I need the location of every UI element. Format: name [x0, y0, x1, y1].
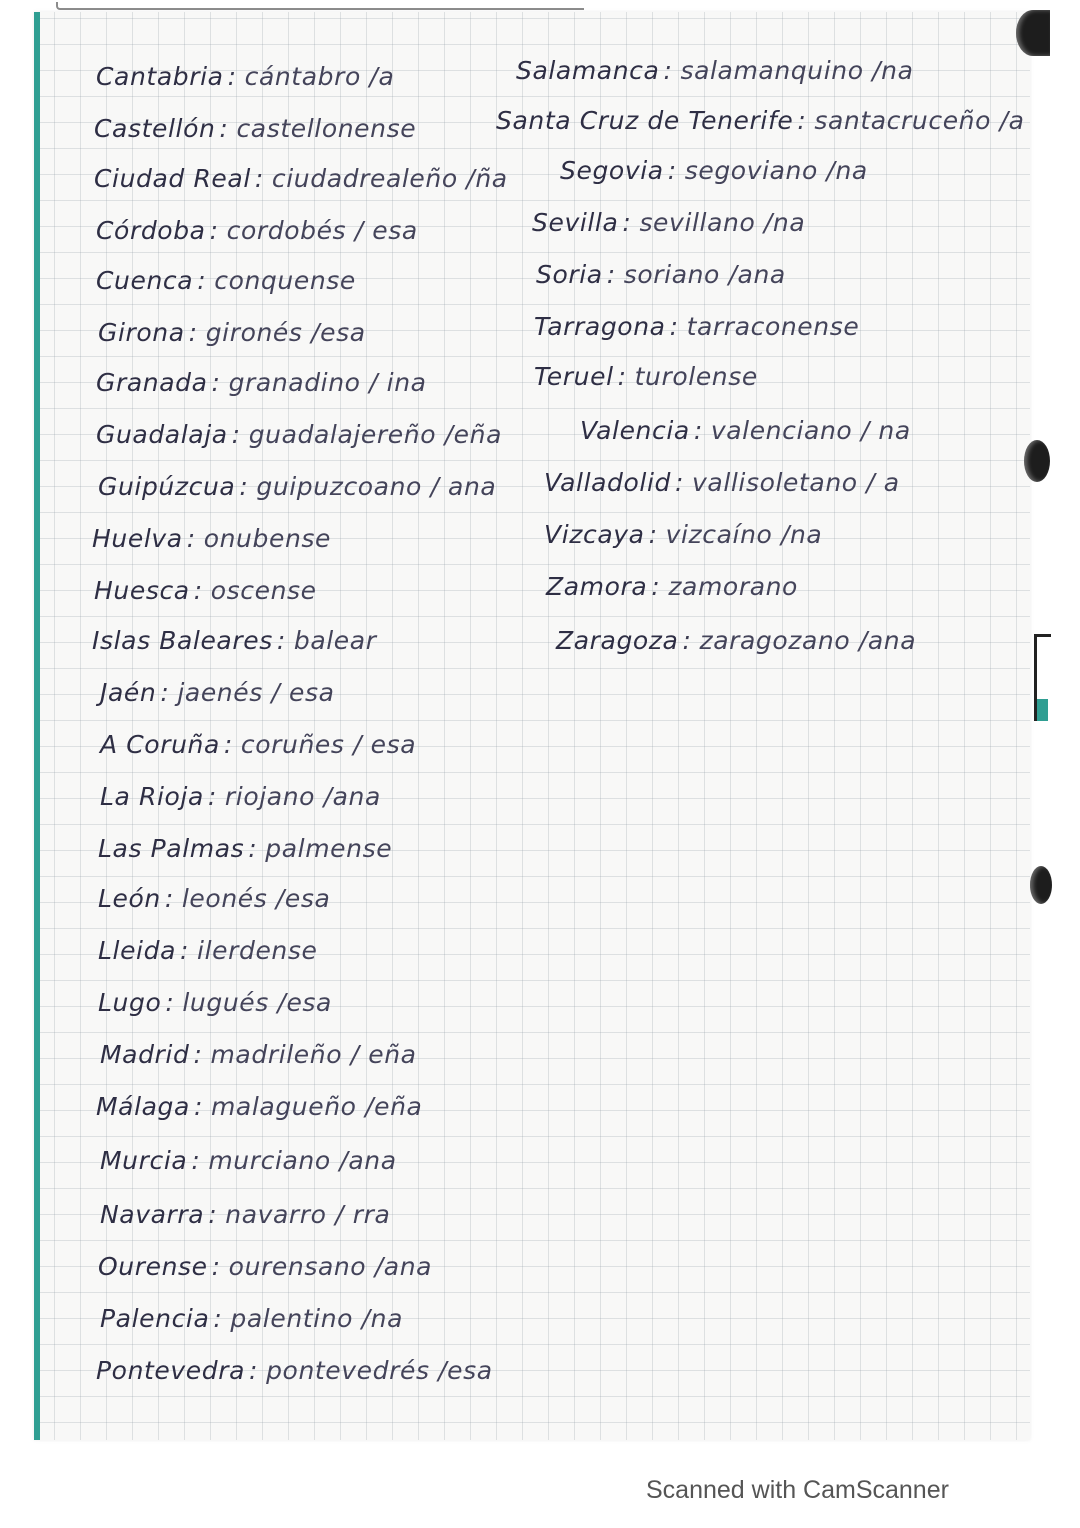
separator: :: [193, 576, 203, 605]
note-entry: [98, 834, 392, 864]
demonym: malagueño /eña: [210, 1092, 423, 1121]
demonym: turolense: [634, 362, 758, 391]
binder-hole-top: [1016, 10, 1050, 56]
province-name: Huesca: [94, 576, 190, 605]
demonym: sevillano /na: [639, 208, 806, 237]
demonym: oscense: [210, 576, 317, 605]
demonym: leonés /esa: [181, 884, 331, 913]
separator: :: [663, 56, 673, 85]
province-name: Jaén: [100, 678, 157, 707]
note-entry: [546, 572, 798, 602]
province-name: Soria: [536, 260, 603, 289]
demonym: conquense: [214, 266, 356, 295]
note-entry: [532, 208, 805, 238]
separator: :: [186, 524, 196, 553]
demonym: ourensano /ana: [228, 1252, 433, 1281]
separator: :: [193, 1092, 203, 1121]
separator: :: [211, 368, 221, 397]
note-entry: [94, 114, 416, 144]
separator: :: [213, 1304, 223, 1333]
separator: :: [617, 362, 627, 391]
note-entry: [96, 420, 502, 450]
separator: :: [693, 416, 703, 445]
separator: :: [239, 472, 249, 501]
demonym: navarro / rra: [225, 1200, 391, 1229]
province-name: Santa Cruz de Tenerife: [496, 106, 794, 135]
province-name: Lugo: [98, 988, 162, 1017]
demonym: balear: [293, 626, 377, 655]
demonym: soriano /ana: [623, 260, 786, 289]
note-entry: [96, 216, 418, 246]
demonym: onubense: [203, 524, 332, 553]
separator: :: [191, 1146, 201, 1175]
note-entry: [98, 318, 366, 348]
separator: :: [674, 468, 684, 497]
note-entry: [96, 1092, 422, 1122]
province-name: Guipúzcua: [98, 472, 236, 501]
province-name: Girona: [98, 318, 185, 347]
note-entry: [98, 884, 330, 914]
demonym: vizcaíno /na: [665, 520, 823, 549]
note-entry: [560, 156, 868, 186]
note-entry: [100, 730, 416, 760]
demonym: riojano /ana: [224, 782, 381, 811]
separator: :: [231, 420, 241, 449]
province-name: Granada: [96, 368, 208, 397]
province-name: León: [98, 884, 161, 913]
separator: :: [208, 1200, 218, 1229]
separator: :: [682, 626, 692, 655]
separator: :: [197, 266, 207, 295]
separator: :: [209, 216, 219, 245]
note-entry: [534, 362, 758, 392]
province-name: Teruel: [534, 362, 614, 391]
note-entry: [536, 260, 786, 290]
province-name: Valencia: [580, 416, 690, 445]
demonym: cordobés / esa: [226, 216, 418, 245]
note-entry: [98, 936, 317, 966]
province-name: Málaga: [96, 1092, 190, 1121]
demonym: palentino /na: [230, 1304, 404, 1333]
separator: :: [227, 62, 237, 91]
separator: :: [219, 114, 229, 143]
separator: :: [276, 626, 286, 655]
note-entry: [496, 106, 1025, 136]
note-entry: [100, 1304, 403, 1334]
separator: :: [249, 1356, 259, 1385]
note-entry: [100, 1146, 397, 1176]
demonym: valenciano / na: [710, 416, 911, 445]
province-name: Castellón: [94, 114, 216, 143]
province-name: Pontevedra: [96, 1356, 246, 1385]
demonym: pontevedrés /esa: [266, 1356, 493, 1385]
note-entry: [100, 1040, 417, 1070]
note-entry: [94, 164, 508, 194]
note-entry: [92, 626, 377, 656]
demonym: gironés /esa: [205, 318, 366, 347]
province-name: Zamora: [546, 572, 648, 601]
province-name: Segovia: [560, 156, 664, 185]
separator: :: [606, 260, 616, 289]
note-entry: [98, 472, 496, 502]
demonym: guipuzcoano / ana: [256, 472, 497, 501]
demonym: ilerdense: [197, 936, 318, 965]
province-name: Huelva: [92, 524, 183, 553]
separator: :: [797, 106, 807, 135]
note-entry: [516, 56, 914, 86]
demonym: granadino / ina: [228, 368, 427, 397]
note-entry: [96, 266, 356, 296]
separator: :: [193, 1040, 203, 1069]
separator: :: [622, 208, 632, 237]
demonym: segoviano /na: [684, 156, 868, 185]
province-name: Vizcaya: [544, 520, 645, 549]
binder-hole-middle: [1024, 440, 1050, 482]
demonym: palmense: [265, 834, 393, 863]
note-entry: [580, 416, 911, 446]
page-tab-marker: [1034, 634, 1051, 721]
demonym: madrileño / eña: [210, 1040, 417, 1069]
province-name: Zaragoza: [556, 626, 679, 655]
demonym: cántabro /a: [244, 62, 395, 91]
province-name: La Rioja: [100, 782, 204, 811]
province-name: Cantabria: [96, 62, 224, 91]
demonym: castellonense: [236, 114, 417, 143]
note-entry: [556, 626, 916, 656]
province-name: Murcia: [100, 1146, 188, 1175]
demonym: zaragozano /ana: [699, 626, 917, 655]
province-name: Salamanca: [516, 56, 660, 85]
province-name: Guadalaja: [96, 420, 228, 449]
note-entry: [98, 988, 332, 1018]
demonym: zamorano: [668, 572, 798, 601]
province-name: Sevilla: [532, 208, 619, 237]
note-entry: [92, 524, 331, 554]
province-name: Cuenca: [96, 266, 194, 295]
separator: :: [669, 312, 679, 341]
demonym: jaenés / esa: [177, 678, 335, 707]
province-name: Lleida: [98, 936, 176, 965]
separator: :: [651, 572, 661, 601]
demonym: guadalajereño /eña: [248, 420, 503, 449]
separator: :: [223, 730, 233, 759]
note-entry: [100, 782, 381, 812]
separator: :: [667, 156, 677, 185]
province-name: Ourense: [98, 1252, 208, 1281]
separator: :: [160, 678, 170, 707]
province-name: Navarra: [100, 1200, 205, 1229]
province-name: A Coruña: [100, 730, 220, 759]
demonym: tarraconense: [686, 312, 860, 341]
separator: :: [165, 988, 175, 1017]
note-entry: [100, 1200, 390, 1230]
separator: :: [254, 164, 264, 193]
separator: :: [164, 884, 174, 913]
demonym: vallisoletano / a: [692, 468, 900, 497]
province-name: Las Palmas: [98, 834, 245, 863]
scanner-watermark: Scanned with CamScanner: [646, 1476, 949, 1504]
top-rule: [56, 2, 584, 10]
separator: :: [188, 318, 198, 347]
separator: :: [248, 834, 258, 863]
note-entry: [100, 678, 335, 708]
province-name: Ciudad Real: [94, 164, 251, 193]
province-name: Valladolid: [544, 468, 671, 497]
note-entry: [96, 62, 394, 92]
note-entry: [544, 520, 822, 550]
note-entry: [96, 1356, 493, 1386]
province-name: Córdoba: [96, 216, 206, 245]
note-entry: [544, 468, 900, 498]
note-entry: [98, 1252, 432, 1282]
note-entry: [96, 368, 427, 398]
note-entry: [534, 312, 859, 342]
demonym: salamanquino /na: [680, 56, 914, 85]
province-name: Madrid: [100, 1040, 190, 1069]
demonym: santacruceño /a: [814, 106, 1025, 135]
demonym: ciudadrealeño /ña: [271, 164, 508, 193]
demonym: murciano /ana: [208, 1146, 397, 1175]
separator: :: [207, 782, 217, 811]
separator: :: [648, 520, 658, 549]
note-entry: [94, 576, 317, 606]
demonym: lugués /esa: [182, 988, 332, 1017]
province-name: Islas Baleares: [92, 626, 273, 655]
binder-hole-bottom: [1030, 866, 1052, 904]
demonym: coruñes / esa: [240, 730, 417, 759]
separator: :: [211, 1252, 221, 1281]
province-name: Palencia: [100, 1304, 210, 1333]
separator: :: [180, 936, 190, 965]
province-name: Tarragona: [534, 312, 666, 341]
